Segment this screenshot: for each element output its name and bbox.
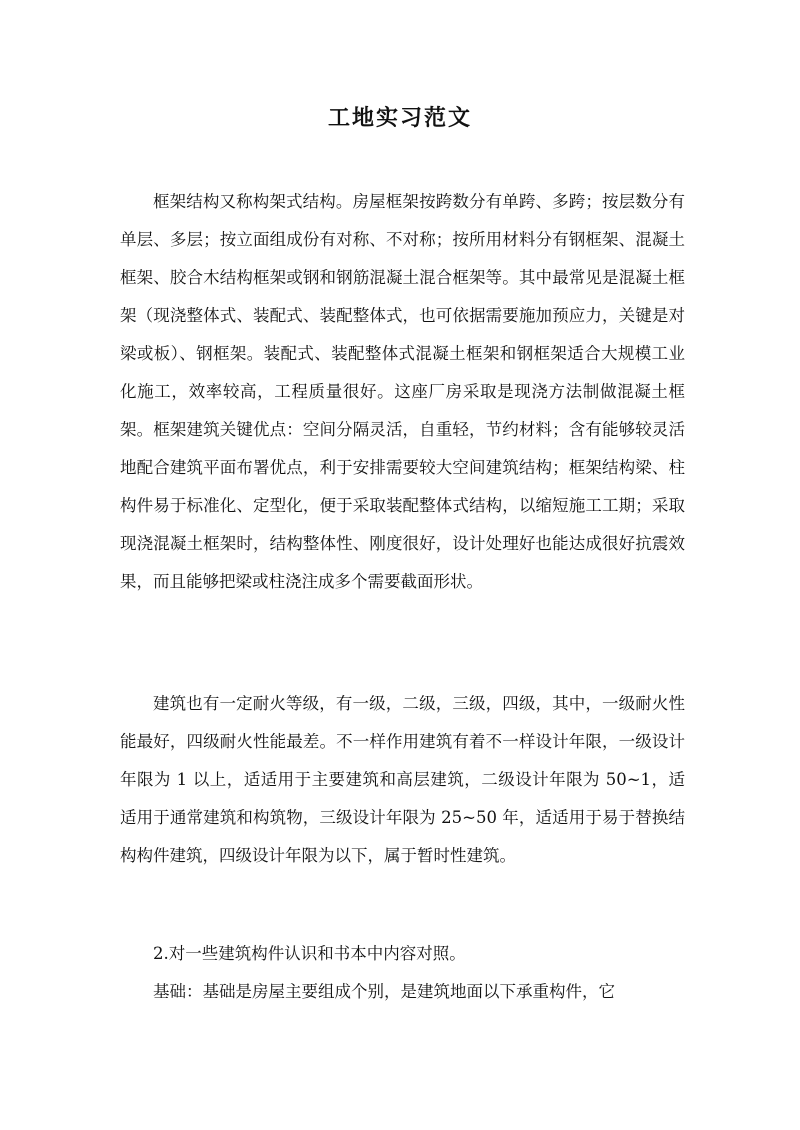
paragraph-frame-structure: 框架结构又称构架式结构。房屋框架按跨数分有单跨、多跨；按层数分有单层、多层；按立面组成份有对称、不对称；按所用材料分有钢框架、混凝土框架、胶合木结构框架或钢和钢筋混凝土混合框架等。其中最常见是混凝土框架（现浇整体式、装配式、装配整体式，也可依据需要施加预应力，关键是对梁或板）、钢框架。装配式、装配整体式混凝土框架和钢框架适合大规模工业化施工，效率较高，工程质量很好。这座厂房采取是现浇方法制做混凝土框架。框架建筑关键优点：空间分隔灵活，自重轻，节约材料；含有能够较灵活地配合建筑平面布署优点，利于安排需要较大空间建筑结构；框架结构梁、柱构件易于标准化、定型化，便于采取装配整体式结构，以缩短施工工期；采取现浇混凝土框架时，结构整体性、刚度很好，设计处理好也能达成很好抗震效果，而且能够把梁或柱浇注成多个需要截面形状。 [120,192,685,591]
page-title: 工地实习范文 [327,105,472,131]
paragraph-section-2-heading: 2.对一些建筑构件认识和书本中内容对照。 [153,944,466,963]
paragraph-fire-rating: 建筑也有一定耐火等级，有一级，二级，三级，四级，其中，一级耐火性能最好，四级耐火性能最差。不一样作用建筑有着不一样设计年限，一级设计年限为 1 以上，适适用于主要建筑和高层建筑，二级设计年限为 50~1，适适用于通常建筑和构筑物，三级设计年限为 25~50 年，适适用于易于替换结构构件建筑，四级设计年限为以下，属于暂时性建筑。 [120,694,685,865]
paragraph-foundation: 基础：基础是房屋主要组成个别，是建筑地面以下承重构件，它 [153,982,615,1001]
